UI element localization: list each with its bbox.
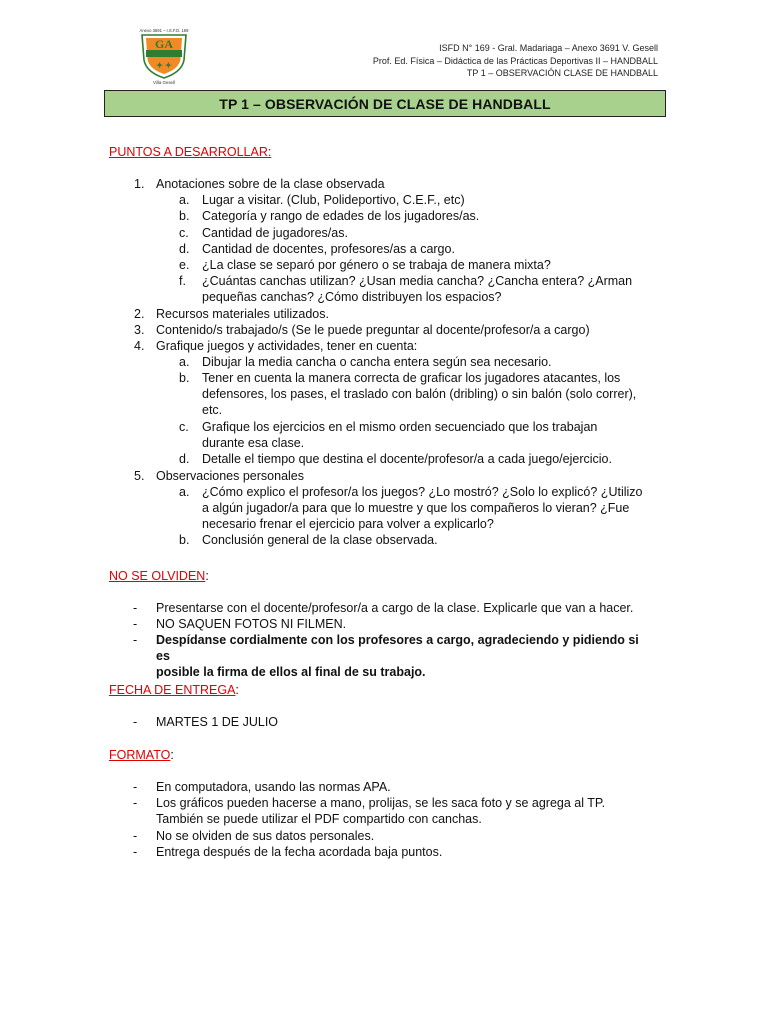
section-heading-text: NO SE OLVIDEN	[109, 569, 206, 583]
subitem-text-line: ¿Cómo explico el profesor/a los juegos? ¿Lo mostró? ¿Solo lo explicó? ¿Utilizo	[202, 484, 643, 499]
bullet-text-line: En computadora, usando las normas APA.	[156, 780, 391, 794]
subitem-text	[202, 192, 662, 208]
item-number: 2.	[134, 306, 145, 321]
subitem-text	[202, 225, 662, 241]
bullet-text-line: MARTES 1 DE JULIO	[156, 715, 279, 729]
subitem-text-line: Grafique los ejercicios en el mismo orden secuenciado que los trabajan	[202, 420, 598, 434]
item-text	[156, 468, 656, 484]
logo-bottom-text: Villa Gesell	[153, 80, 175, 85]
logo-top-text: Anexo 3691 – I.S.F.D. 169	[139, 28, 189, 33]
subitem-text-line: ¿La clase se separó por género o se trabaja de manera mixta?	[202, 258, 551, 272]
subitem-text	[202, 370, 662, 418]
subitem-letter: b.	[179, 209, 190, 224]
bullet-text-line: NO SAQUEN FOTOS NI FILMEN.	[156, 617, 347, 632]
bullet-dash: -	[133, 780, 138, 794]
subitem-text-line: etc.	[202, 403, 223, 418]
header-line-institute: ISFD N° 169 - Gral. Madariaga – Anexo 3691 V. Gesell	[439, 43, 658, 53]
item-text-line: Contenido/s trabajado/s (Se le puede preguntar al docente/profesor/a a cargo)	[156, 322, 590, 337]
section-heading-colon: :	[205, 569, 209, 583]
section-heading-puntos	[109, 144, 271, 160]
bullet-dash: -	[133, 715, 138, 729]
page-title: TP 1 – OBSERVACIÓN DE CLASE DE HANDBALL	[104, 90, 666, 117]
item-number: 5.	[134, 468, 145, 483]
bullet-text	[156, 600, 656, 616]
subitem-text-line: Categoría y rango de edades de los jugadores/as.	[202, 209, 480, 224]
item-text-line: Grafique juegos y actividades, tener en cuenta:	[156, 339, 418, 353]
bullet-text-line: posible la firma de ellos al final de su trabajo.	[156, 665, 426, 680]
subitem-text-line: defensores, los pases, el traslado con balón (dribling) o sin balón (solo correr),	[202, 387, 637, 402]
bullet-text-line: Presentarse con el docente/profesor/a a cargo de la clase. Explicarle que van a hacer.	[156, 601, 634, 615]
subitem-text	[202, 257, 662, 273]
section-heading-text: FORMATO	[109, 748, 171, 762]
bullet-text	[156, 632, 656, 680]
item-text-line: Recursos materiales utilizados.	[156, 306, 329, 321]
subitem-text-line: necesario frenar el ejercicio para volver a explicarlo?	[202, 516, 494, 531]
section-heading-fecha	[109, 682, 239, 698]
bullet-dash: -	[133, 617, 138, 632]
bullet-text-line: Entrega después de la fecha acordada baja puntos.	[156, 844, 443, 859]
item-number: 3.	[134, 322, 145, 337]
subitem-text-line: ¿Cuántas canchas utilizan? ¿Usan media cancha? ¿Cancha entera? ¿Arman	[202, 274, 633, 289]
svg-text:GA: GA	[155, 37, 173, 51]
subitem-text-line: a algún jugador/a para que lo muestre y que los compañeros lo vieran? ¿Fue	[202, 500, 630, 515]
bullet-text	[156, 844, 656, 860]
header-line-course: Prof. Ed. Física – Didáctica de las Prácticas Deportivas II – HANDBALL	[372, 55, 658, 66]
subitem-text	[202, 208, 662, 224]
subitem-text-line: durante esa clase.	[202, 436, 305, 450]
header-line-assignment: TP 1 – OBSERVACIÓN CLASE DE HANDBALL	[466, 68, 658, 78]
subitem-letter: a.	[179, 193, 190, 208]
bullet-text	[156, 714, 656, 730]
bullet-text	[156, 795, 656, 827]
header-lines	[373, 42, 658, 80]
bullet-dash: -	[133, 828, 138, 843]
bullet-dash: -	[133, 796, 138, 811]
item-text-line: Observaciones personales	[156, 468, 304, 483]
item-number: 4.	[134, 339, 145, 353]
bullet-text	[156, 616, 656, 632]
bullet-dash: -	[133, 633, 138, 648]
item-text	[156, 322, 656, 338]
section-heading-text: PUNTOS A DESARROLLAR:	[109, 145, 272, 159]
subitem-text	[202, 451, 662, 467]
subitem-letter: d.	[179, 452, 190, 467]
item-text	[156, 176, 656, 192]
subitem-text-line: Lugar a visitar. (Club, Polideportivo, C.E.F., etc)	[202, 193, 465, 208]
bullet-text-line: No se olviden de sus datos personales.	[156, 828, 375, 843]
subitem-text	[202, 273, 662, 305]
institute-logo	[128, 26, 200, 86]
section-heading-colon: :	[170, 748, 174, 762]
section-heading-no_olviden	[109, 568, 209, 584]
subitem-letter: b.	[179, 371, 190, 386]
item-number: 1.	[134, 177, 145, 191]
subitem-text	[202, 419, 662, 451]
bullet-text-line: Despídanse cordialmente con los profesores a cargo, agradeciendo y pidiendo si es	[156, 633, 639, 664]
section-heading-text: FECHA DE ENTREGA	[109, 683, 236, 697]
subitem-text-line: Cantidad de jugadores/as.	[202, 225, 348, 240]
bullet-dash: -	[133, 844, 138, 859]
subitem-text	[202, 241, 662, 257]
subitem-text-line: Dibujar la media cancha o cancha entera según sea necesario.	[202, 355, 552, 370]
subitem-letter: c.	[179, 420, 189, 434]
subitem-text-line: pequeñas canchas? ¿Cómo distribuyen los espacios?	[202, 290, 502, 305]
subitem-letter: c.	[179, 225, 189, 240]
svg-text:✦ ✦: ✦ ✦	[156, 61, 172, 70]
item-text	[156, 306, 656, 322]
bullet-text	[156, 828, 656, 844]
subitem-text	[202, 354, 662, 370]
bullet-text	[156, 779, 656, 795]
subitem-letter: b.	[179, 533, 190, 548]
subitem-letter: f.	[179, 274, 186, 289]
bullet-text-line: Los gráficos pueden hacerse a mano, prolijas, se les saca foto y se agrega al TP.	[156, 796, 606, 811]
subitem-text-line: Conclusión general de la clase observada.	[202, 533, 438, 548]
item-text	[156, 338, 656, 354]
subitem-letter: a.	[179, 355, 190, 370]
subitem-letter: d.	[179, 241, 190, 256]
subitem-text-line: Detalle el tiempo que destina el docente/profesor/a a cada juego/ejercicio.	[202, 452, 612, 467]
subitem-text	[202, 484, 662, 532]
section-heading-colon: :	[235, 683, 239, 697]
subitem-letter: a.	[179, 484, 190, 499]
bullet-text-line: También se puede utilizar el PDF compartido con canchas.	[156, 812, 482, 827]
subitem-text-line: Tener en cuenta la manera correcta de graficar los jugadores atacantes, los	[202, 371, 621, 386]
subitem-text	[202, 532, 662, 548]
subitem-letter: e.	[179, 258, 190, 272]
bullet-dash: -	[133, 601, 138, 615]
subitem-text-line: Cantidad de docentes, profesores/as a cargo.	[202, 241, 455, 256]
item-text-line: Anotaciones sobre de la clase observada	[156, 177, 385, 191]
section-heading-formato	[109, 747, 174, 763]
